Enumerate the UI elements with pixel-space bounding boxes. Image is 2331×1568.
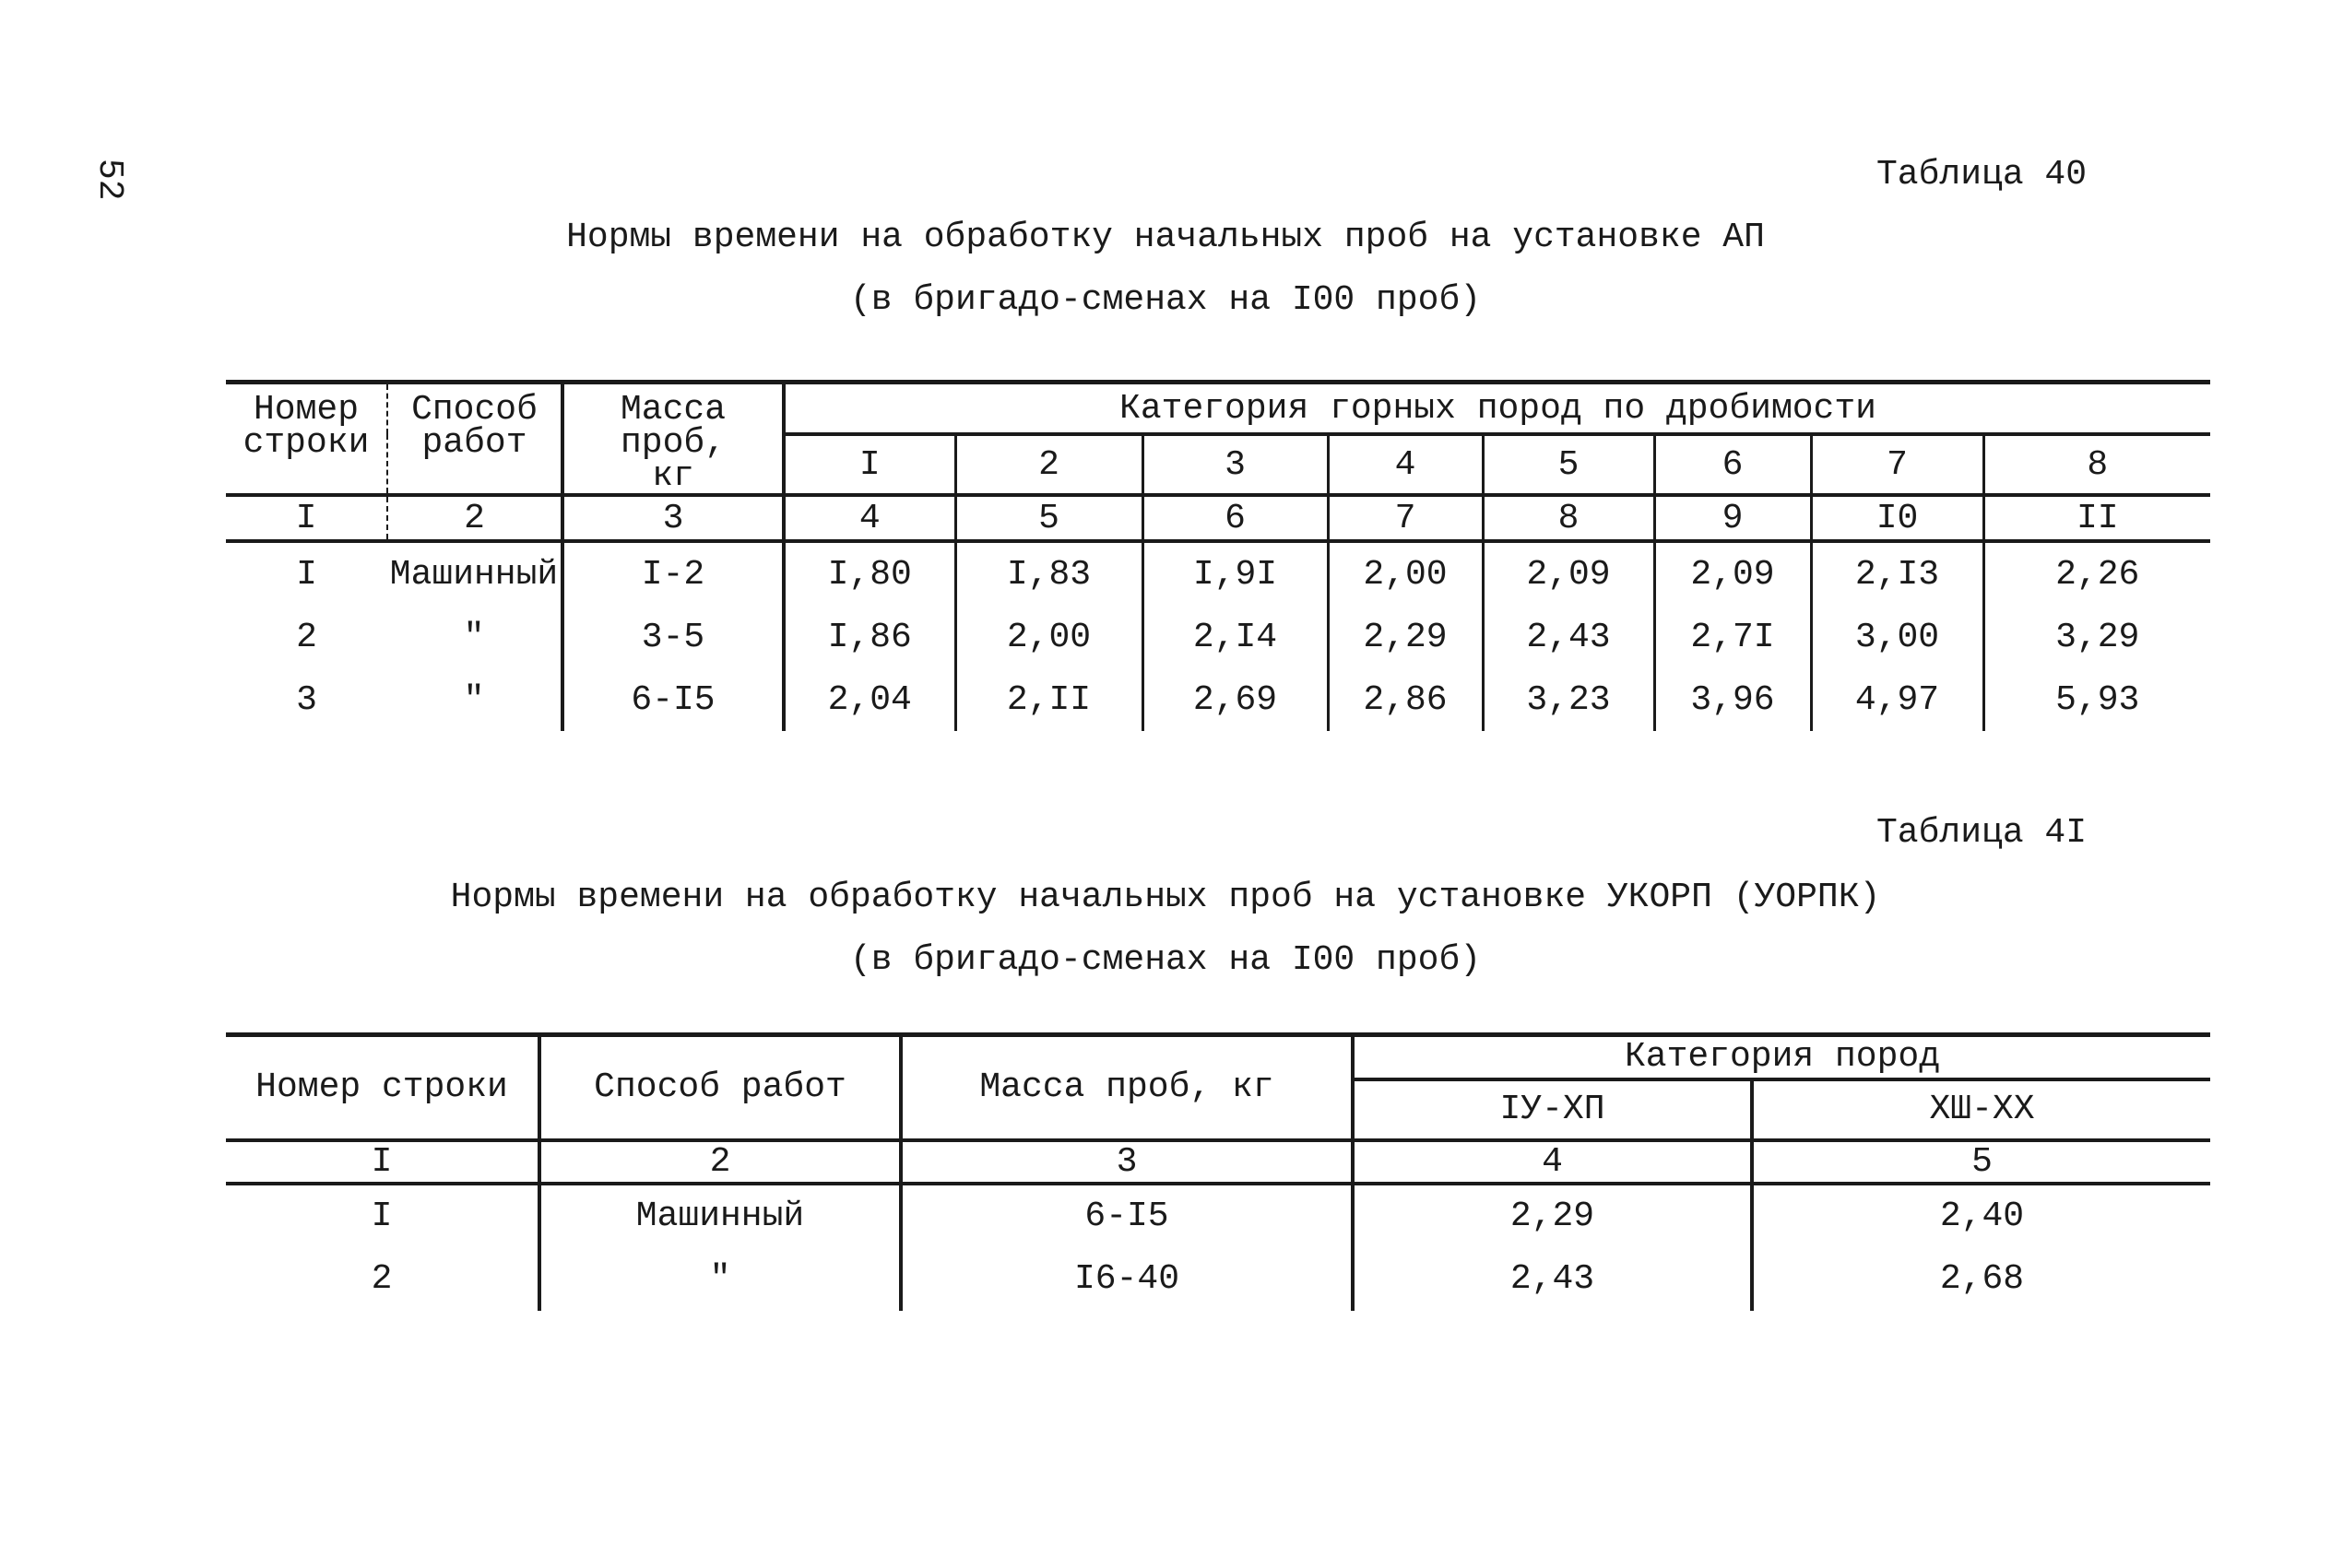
- row-value: 2,00: [955, 606, 1142, 668]
- row-value: 2,68: [1939, 1259, 2025, 1299]
- row-value: 2,II: [955, 668, 1142, 731]
- row-value: 2,86: [1328, 668, 1483, 731]
- row-method: ": [539, 1248, 901, 1311]
- header-method: Способ работ: [387, 383, 562, 496]
- row-method: Машинный: [539, 1184, 901, 1248]
- row-method: Машинный: [387, 541, 562, 606]
- row-num: I: [226, 1184, 539, 1248]
- table-40: [226, 380, 2210, 731]
- col-number: I0: [1811, 495, 1983, 541]
- col-number: 5: [1971, 1141, 1993, 1182]
- column-numbers-row: [226, 495, 2210, 541]
- row-value: 2,7I: [1654, 606, 1811, 668]
- table-40-subtitle: (в бригадо-сменах на I00 проб): [849, 280, 1482, 320]
- col-number: II: [2076, 498, 2119, 538]
- row-value: 2,69: [1142, 668, 1328, 731]
- row-value: 2,04: [784, 668, 955, 731]
- page-number: 52: [89, 159, 129, 201]
- table-row: [226, 1248, 2210, 1311]
- category-col: 4: [1328, 434, 1483, 495]
- row-value: 2,43: [1483, 606, 1654, 668]
- col-number: 3: [901, 1140, 1353, 1184]
- row-value: 4,97: [1811, 668, 1983, 731]
- table-41-subtitle: (в бригадо-сменах на I00 проб): [849, 940, 1482, 980]
- row-mass: I-2: [562, 541, 784, 606]
- header-category: Категория пород: [1353, 1035, 2210, 1079]
- category-col: 5: [1483, 434, 1654, 495]
- header-category: Категория горных пород по дробимости: [784, 383, 2210, 435]
- column-numbers-row: [226, 1140, 2210, 1184]
- row-num: I: [296, 554, 317, 595]
- category-col: I: [784, 434, 955, 495]
- header-method: Способ работ: [539, 1035, 901, 1140]
- col-number: 2: [387, 495, 562, 541]
- table-row: [226, 606, 2210, 668]
- col-number: 3: [562, 495, 784, 541]
- table-row: [226, 541, 2210, 606]
- row-value: 3,96: [1654, 668, 1811, 731]
- row-value: 2,I3: [1811, 541, 1983, 606]
- table-41-title: Нормы времени на обработку начальных проб на установке УКОРП (УОРПК): [450, 878, 1881, 917]
- row-num: 2: [296, 617, 317, 657]
- row-value: I,86: [784, 606, 955, 668]
- category-col: 8: [2087, 444, 2109, 485]
- table-41-label: Таблица 4I: [1876, 813, 2088, 853]
- row-mass: 6-I5: [562, 668, 784, 731]
- row-value: 3,00: [1811, 606, 1983, 668]
- category-col: XШ-XX: [1929, 1090, 2035, 1129]
- table-row: [226, 1184, 2210, 1248]
- table-40-title: Нормы времени на обработку начальных проб на установке АП: [566, 218, 1765, 257]
- row-num: 2: [226, 1248, 539, 1311]
- row-value: I,9I: [1142, 541, 1328, 606]
- col-number: 5: [955, 495, 1142, 541]
- row-value: 2,29: [1328, 606, 1483, 668]
- category-col: 2: [955, 434, 1142, 495]
- header-mass: Масса проб, кг: [901, 1035, 1353, 1140]
- row-value: I,80: [784, 541, 955, 606]
- row-value: 2,I4: [1142, 606, 1328, 668]
- row-mass: 6-I5: [901, 1184, 1353, 1248]
- row-value: 2,29: [1353, 1184, 1752, 1248]
- table-40-label: Таблица 40: [1876, 155, 2088, 195]
- row-value: 2,09: [1483, 541, 1654, 606]
- col-number: 8: [1483, 495, 1654, 541]
- row-method: ": [387, 668, 562, 731]
- col-number: I: [226, 495, 387, 541]
- category-col: 3: [1142, 434, 1328, 495]
- row-method: ": [387, 606, 562, 668]
- header-mass: Масса проб, кг: [562, 383, 784, 496]
- row-value: 2,43: [1353, 1248, 1752, 1311]
- row-value: 2,00: [1328, 541, 1483, 606]
- row-value: 3,29: [2055, 617, 2140, 657]
- row-mass: 3-5: [562, 606, 784, 668]
- header-row-num: Номер строки: [226, 1035, 539, 1140]
- row-num: 3: [296, 679, 317, 720]
- category-col: 7: [1811, 434, 1983, 495]
- row-value: 5,93: [2055, 679, 2140, 720]
- row-value: 2,09: [1654, 541, 1811, 606]
- col-number: 6: [1142, 495, 1328, 541]
- col-number: 4: [784, 495, 955, 541]
- row-value: 2,26: [2055, 554, 2140, 595]
- table-41: [226, 1032, 2210, 1311]
- row-value: 3,23: [1483, 668, 1654, 731]
- row-value: I,83: [955, 541, 1142, 606]
- header-row-num: Номер строки: [226, 383, 387, 496]
- category-col: 6: [1654, 434, 1811, 495]
- col-number: I: [226, 1140, 539, 1184]
- row-mass: I6-40: [901, 1248, 1353, 1311]
- col-number: 4: [1353, 1140, 1752, 1184]
- category-col: IУ-XП: [1353, 1079, 1752, 1140]
- col-number: 7: [1328, 495, 1483, 541]
- row-value: 2,40: [1939, 1197, 2025, 1236]
- col-number: 2: [539, 1140, 901, 1184]
- table-row: [226, 668, 2210, 731]
- col-number: 9: [1654, 495, 1811, 541]
